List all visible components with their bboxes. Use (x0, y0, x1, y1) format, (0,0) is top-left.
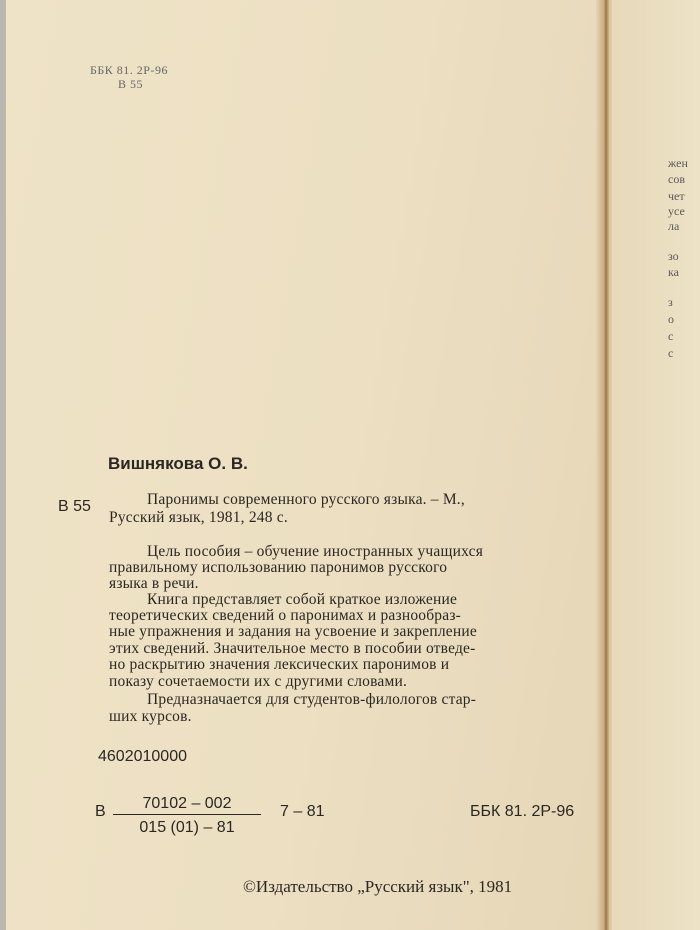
annotation-line: но раскрытию значения лексических паронимов и (109, 656, 450, 673)
annotation-line: Книга представляет собой краткое изложение (147, 591, 458, 608)
annotation-line: теоретических сведений о паронимах и разнообраз- (109, 607, 462, 624)
catalog-bbk: ББК 81. 2Р-96 (470, 803, 575, 820)
catalog-prefix: В (95, 803, 106, 820)
title-line: Русский язык, 1981, 248 с. (109, 509, 288, 526)
classification-bbk: ББК 81. 2Р-96 (90, 63, 168, 77)
facing-page-fragment: усе (668, 204, 685, 218)
annotation-line: показу сочетаемости их с другими словами. (109, 673, 408, 690)
facing-page-fragment: сов (668, 172, 685, 186)
book-page (6, 0, 610, 930)
facing-page (612, 0, 700, 930)
facing-page-fragment: с (668, 329, 674, 343)
catalog-denominator: 015 (01) – 81 (139, 819, 235, 836)
facing-page-fragment: ка (668, 265, 679, 279)
annotation-line: языка в речи. (109, 575, 199, 592)
catalog-suffix: 7 – 81 (280, 803, 325, 820)
catalog-fraction (113, 795, 261, 837)
catalog-number: 4602010000 (98, 748, 187, 765)
index-code: В 55 (58, 498, 91, 515)
facing-page-fragment: з (668, 295, 673, 309)
annotation-line: Цель пособия – обучение иностранных учащихся (147, 543, 484, 560)
annotation-line: Предназначается для студентов-филологов стар- (147, 691, 477, 708)
facing-page-fragment: о (668, 312, 674, 326)
facing-page-fragment: жен (668, 156, 688, 170)
facing-page-fragment: зо (668, 249, 679, 263)
annotation-line: ших курсов. (109, 708, 192, 725)
classification-code: В 55 (118, 77, 144, 91)
author-name: Вишнякова О. В. (108, 454, 248, 473)
annotation-line: этих сведений. Значительное место в пособии отведе- (109, 640, 476, 657)
facing-page-fragment: ла (668, 219, 680, 233)
facing-page-fragment: чет (668, 189, 685, 203)
annotation-line: правильному использованию паронимов русского (109, 559, 448, 576)
title-line: Паронимы современного русского языка. – М., (147, 491, 465, 508)
copyright-line: ©Издательство „Русский язык", 1981 (243, 877, 513, 896)
annotation-line: ные упражнения и задания на усвоение и закрепление (109, 623, 477, 640)
facing-page-fragment: с (668, 346, 674, 360)
catalog-numerator: 70102 – 002 (113, 795, 261, 815)
